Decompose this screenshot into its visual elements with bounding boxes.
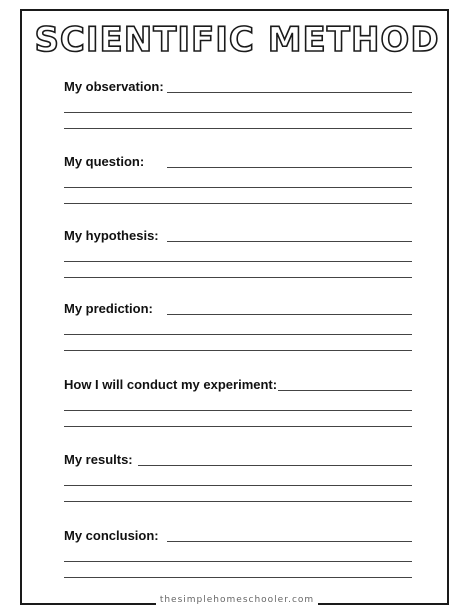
results-blank-1[interactable] bbox=[138, 465, 412, 466]
section-hypothesis bbox=[64, 227, 412, 287]
results-blank-2[interactable] bbox=[64, 485, 412, 486]
question-label: My question: bbox=[64, 154, 145, 169]
conclusion-blank-1[interactable] bbox=[167, 541, 412, 542]
results-label: My results: bbox=[64, 452, 133, 467]
section-prediction bbox=[64, 300, 412, 360]
hypothesis-blank-2[interactable] bbox=[64, 261, 412, 262]
hypothesis-blank-1[interactable] bbox=[167, 241, 412, 242]
prediction-blank-1[interactable] bbox=[167, 314, 412, 315]
section-question bbox=[64, 153, 412, 213]
experiment-blank-1[interactable] bbox=[278, 390, 412, 391]
section-observation bbox=[64, 78, 412, 138]
question-blank-3[interactable] bbox=[64, 203, 412, 204]
footer-source bbox=[0, 595, 474, 605]
experiment-label: How I will conduct my experiment: bbox=[64, 377, 278, 392]
results-blank-3[interactable] bbox=[64, 501, 412, 502]
prediction-label: My prediction: bbox=[64, 301, 153, 316]
experiment-blank-2[interactable] bbox=[64, 410, 412, 411]
hypothesis-label: My hypothesis: bbox=[64, 228, 159, 243]
hypothesis-blank-3[interactable] bbox=[64, 277, 412, 278]
prediction-blank-2[interactable] bbox=[64, 334, 412, 335]
section-experiment bbox=[64, 376, 412, 436]
question-blank-1[interactable] bbox=[167, 167, 412, 168]
experiment-blank-3[interactable] bbox=[64, 426, 412, 427]
conclusion-blank-3[interactable] bbox=[64, 577, 412, 578]
section-results bbox=[64, 451, 412, 511]
conclusion-label: My conclusion: bbox=[64, 528, 159, 543]
observation-label: My observation: bbox=[64, 79, 164, 94]
question-blank-2[interactable] bbox=[64, 187, 412, 188]
observation-blank-3[interactable] bbox=[64, 128, 412, 129]
observation-blank-1[interactable] bbox=[167, 92, 412, 93]
worksheet-title: SCIENTIFIC METHOD bbox=[34, 20, 440, 60]
conclusion-blank-2[interactable] bbox=[64, 561, 412, 562]
footer-text: thesimplehomeschooler.com bbox=[156, 595, 318, 605]
prediction-blank-3[interactable] bbox=[64, 350, 412, 351]
section-conclusion bbox=[64, 527, 412, 587]
observation-blank-2[interactable] bbox=[64, 112, 412, 113]
